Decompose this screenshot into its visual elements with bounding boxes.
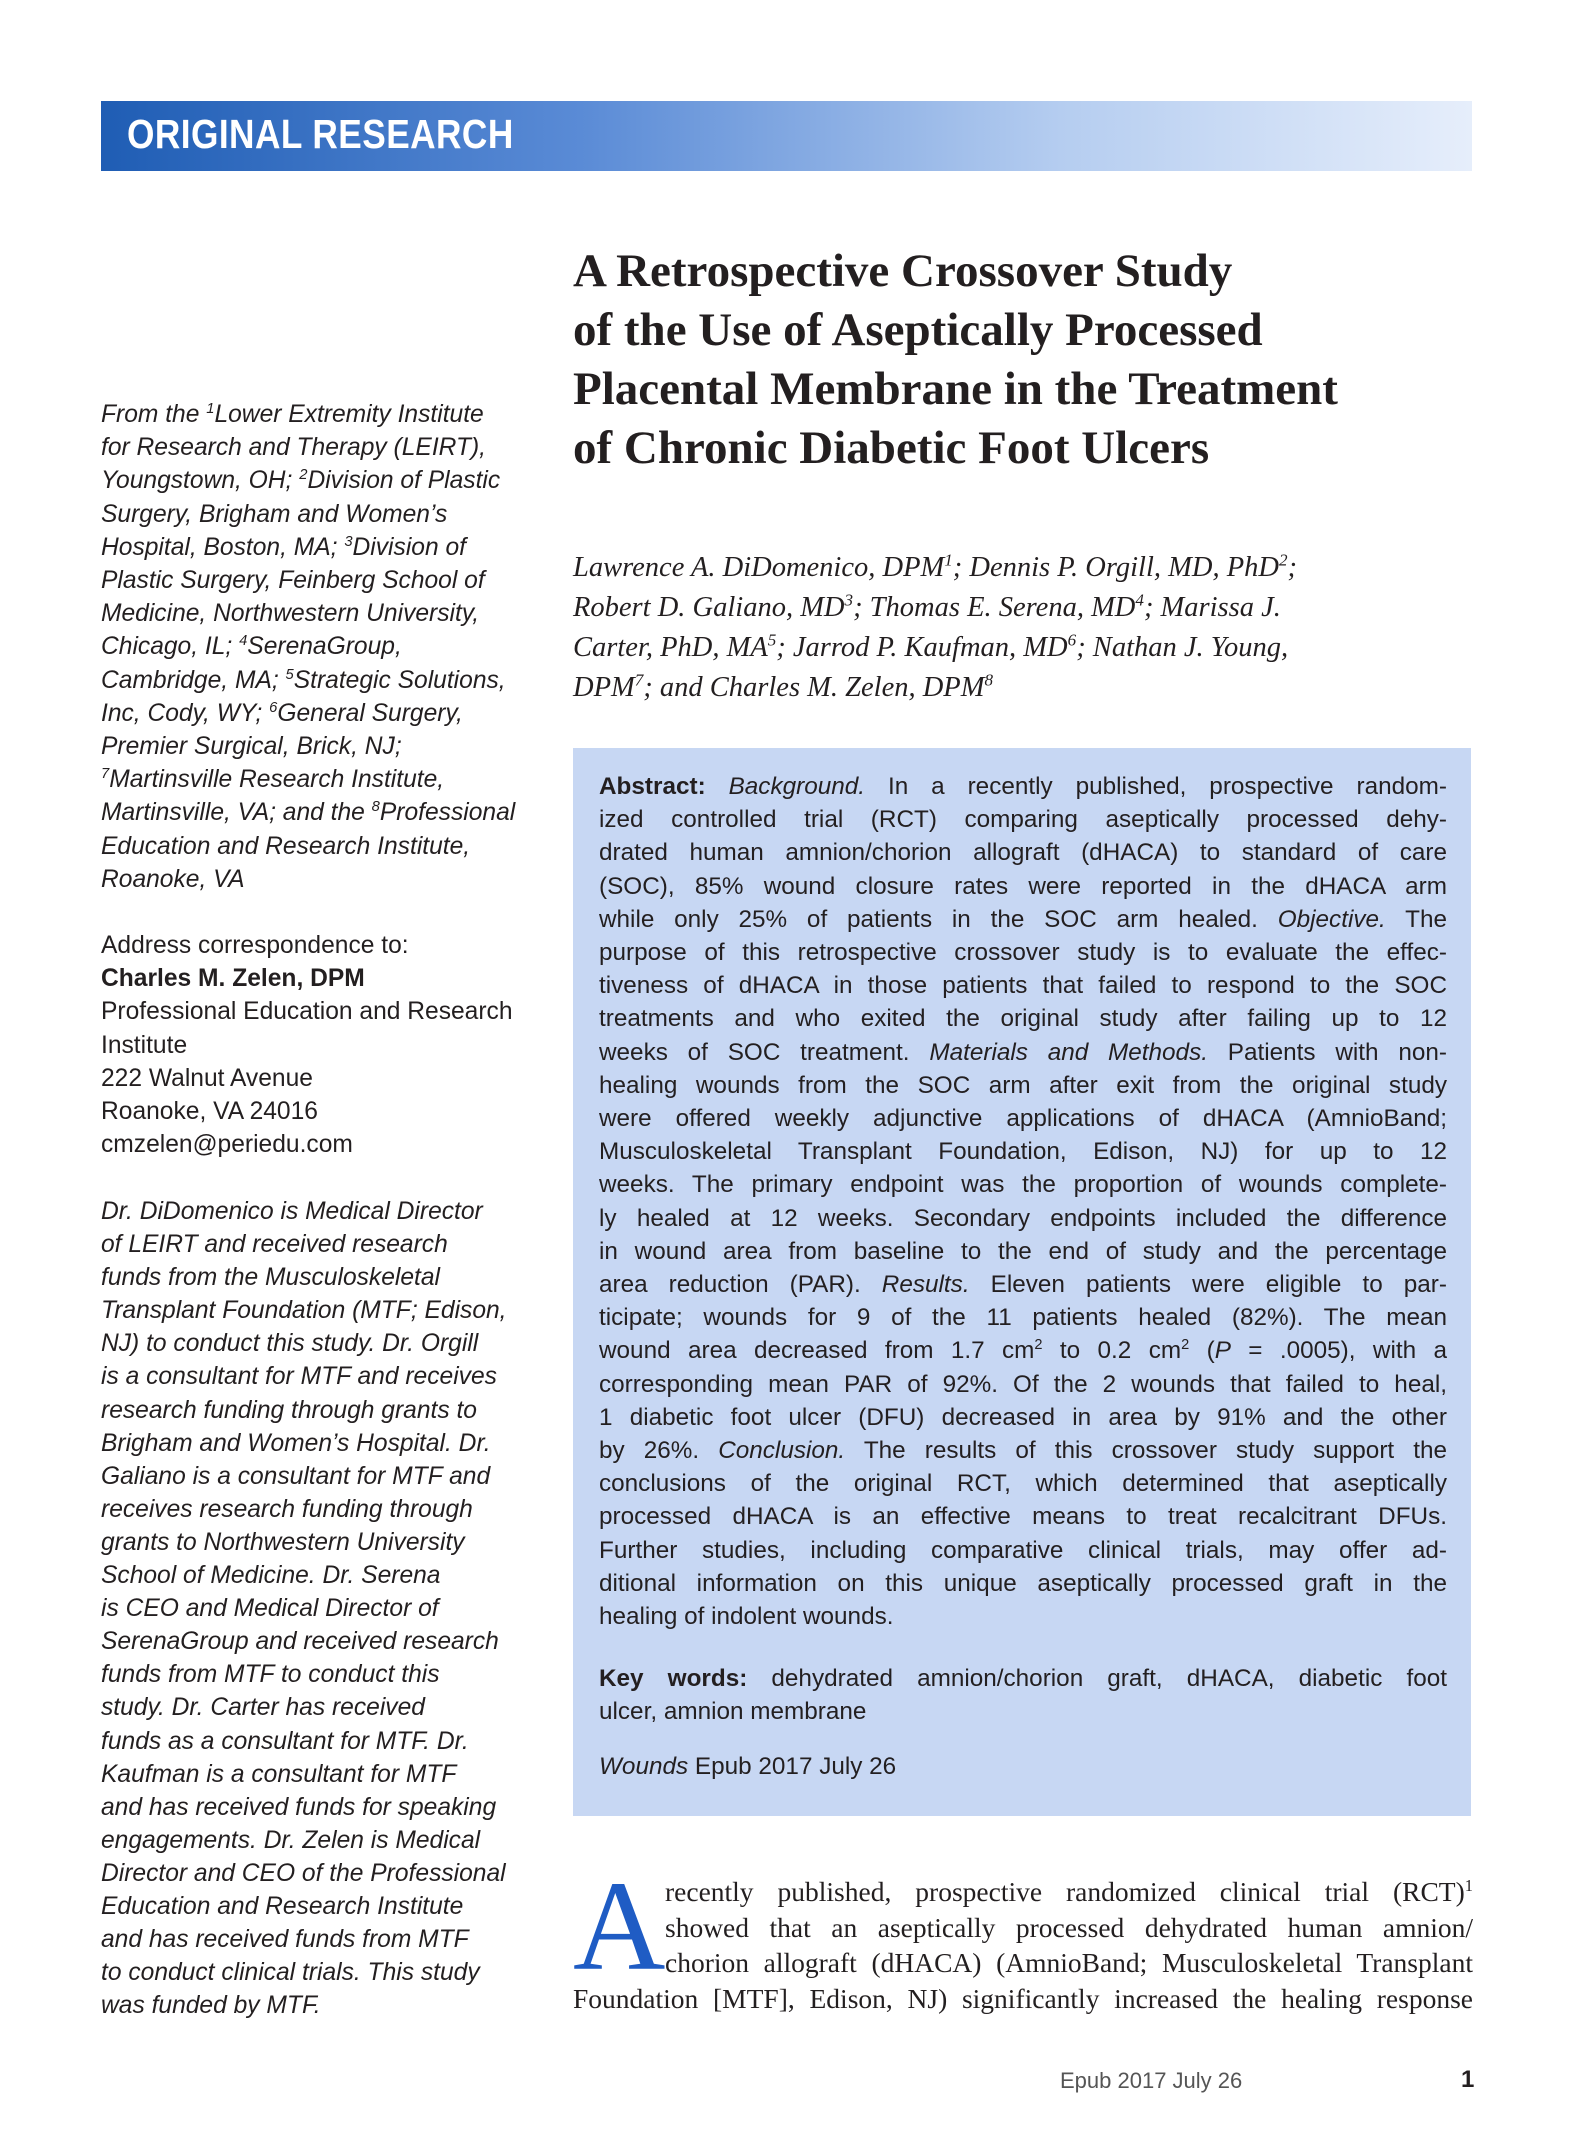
affiliation-line: Plastic Surgery, Feinberg School of (101, 567, 485, 595)
disclosure-line: grants to Northwestern University (101, 1528, 465, 1556)
disclosure-line: is CEO and Medical Director of (101, 1595, 439, 1623)
keywords: Key words: dehydrated amnion/chorion graft, dHACA, diabetic foot (599, 1665, 1447, 1693)
affiliation-line: Surgery, Brigham and Women’s (101, 500, 448, 528)
disclosure-line: SerenaGroup and received research (101, 1628, 499, 1656)
disclosure-line: School of Medicine. Dr. Serena (101, 1562, 441, 1590)
address-heading: Address correspondence to: (101, 932, 409, 959)
disclosure-line: Galiano is a consultant for MTF and (101, 1462, 491, 1490)
title-line: of the Use of Aseptically Processed (573, 304, 1263, 356)
affiliation-line: Youngstown, OH; $^2$Division of Plastic (101, 467, 501, 495)
affiliation-line: Medicine, Northwestern University, (101, 600, 480, 628)
affiliation-line: Martinsville, VA; and the $^8$Professional (101, 799, 516, 827)
address-line: Professional Education and Research (101, 998, 513, 1026)
disclosure-line: Kaufman is a consultant for MTF (101, 1760, 457, 1788)
section-label: ORIGINAL RESEARCH (127, 111, 514, 157)
affiliation-line: $^7$Martinsville Research Institute, (101, 766, 445, 794)
disclosure-line: study. Dr. Carter has received (101, 1694, 425, 1722)
body-line: recently published, prospective randomized clinical trial (RCT)$^1$ (665, 1875, 1473, 1907)
disclosure-statement (101, 1195, 571, 2022)
body-text (573, 1874, 1473, 2016)
abstract-text: Abstract: Background. In a recently published, prospective random- ized controlled trial (RCT) comparing aseptically processed dehy- drated human amnion/chorion allograft (dHACA) to standard of care (SOC), 85% wound closure rates were reported in the dHACA arm while only 25% of patients in the SOC arm healed. Objective. The purpose of this retrospective crossover study is to evaluate the effec- tiveness of dHACA in those patients that failed to respond to the SOC treatments and who exited the original study after failing up to 12 weeks of SOC treatment. Materials and Methods. Patients with non- healing wounds from the SOC arm after exit from the original study were offered weekly adjunctive applications of dHACA (AmnioBand; Musculoskeletal Transplant Foundation, Edison, NJ) for up to 12 weeks. The primary endpoint was the proportion of wounds complete- ly healed at 12 weeks. Secondary endpoints included the difference in wound area from baseline to the end of study and the percentage area reduction (PAR). Results. Eleven patients were eligible to par- ticipate; wounds for 9 of the 11 patients healed (82%). The mean wound area decreased from 1.7 $cm^2$ to 0.2 $cm^2$ (P = .0005), with a corresponding mean PAR of 92%. Of the 2 wounds that failed to heal, 1 diabetic foot ulcer (DFU) decreased in area by 91% and the other by 26%. Conclusion. The results of this crossover study support the conclusions of the original RCT, which determined that aseptically processed dHACA is an effective means to treat recalcitrant DFUs. Further studies, including comparative clinical trials, may offer ad- ditional information on this unique aseptically processed graft in the healing of indolent wounds. Key words: dehydrated amnion/chorion graft, dHACA, diabetic foot ulcer, amnion membrane Wounds Epub 2017 July 26 (599, 770, 1447, 1783)
title-line: of Chronic Diabetic Foot Ulcers (573, 422, 1210, 474)
address-line: Roanoke, VA 24016 (101, 1098, 318, 1126)
affiliation-line: Inc, Cody, WY; $^6$General Surgery, (101, 699, 463, 727)
title-line: Placental Membrane in the Treatment (573, 363, 1338, 415)
author-line: Lawrence A. DiDomenico, DPM$^1$; Dennis P. Orgill, MD, PhD$^2$; (573, 550, 1297, 583)
disclosure-line: and has received funds from MTF (101, 1926, 469, 1954)
body-line: Foundation [MTF], Edison, NJ) significantly increased the healing response (573, 1982, 1473, 2014)
disclosure-line: of LEIRT and received research (101, 1231, 448, 1259)
disclosure-line: funds from the Musculoskeletal (101, 1264, 441, 1292)
drop-cap: A (573, 1855, 666, 1997)
disclosure-line: funds as a consultant for MTF. Dr. (101, 1727, 469, 1755)
disclosure-line: and has received funds for speaking (101, 1793, 497, 1821)
disclosure-line: receives research funding through (101, 1495, 473, 1523)
disclosure-line: research funding through grants to (101, 1396, 477, 1424)
disclosure-line: engagements. Dr. Zelen is Medical (101, 1826, 481, 1854)
disclosure-line: Education and Research Institute (101, 1892, 464, 1920)
footer-date: Epub 2017 July 26 (1060, 2068, 1243, 2093)
disclosure-line: Director and CEO of the Professional (101, 1859, 506, 1887)
affiliation-line: Roanoke, VA (101, 865, 245, 893)
disclosure-line: Brigham and Women’s Hospital. Dr. (101, 1429, 491, 1457)
disclosure-line: NJ) to conduct this study. Dr. Orgill (101, 1330, 479, 1358)
page-number: 1 (1461, 2066, 1475, 2093)
disclosure-line: is a consultant for MTF and receives (101, 1363, 497, 1391)
disclosure-line: Transplant Foundation (MTF; Edison, (101, 1297, 507, 1325)
citation-line: Wounds Epub 2017 July 26 (599, 1752, 897, 1780)
address-line: Institute (101, 1031, 188, 1059)
affiliation-line: for Research and Therapy (LEIRT), (101, 434, 487, 462)
author-line: Robert D. Galiano, $MD^3$; Thomas E. Serena, $MD^4$; Marissa J. (573, 590, 1281, 623)
affiliation-line: From the $^1$Lower Extremity Institute (101, 400, 484, 428)
keywords-continued: ulcer, amnion membrane (599, 1698, 867, 1726)
disclosure-line: to conduct clinical trials. This study (101, 1959, 480, 1987)
correspondence-name: Charles M. Zelen, DPM (101, 965, 365, 993)
correspondence-address (101, 929, 571, 1161)
article-title (573, 242, 1493, 478)
author-line: Carter, PhD, $MA^5$; Jarrod P. Kaufman, $MD^6$; Nathan J. Young, (573, 630, 1289, 663)
affiliation-line: Chicago, IL; $^4$SerenaGroup, (101, 633, 402, 661)
body-line: showed that an aseptically processed dehydrated human amnion/ (665, 1911, 1473, 1943)
title-line: A Retrospective Crossover Study (573, 245, 1233, 297)
abstract-box (573, 748, 1471, 1816)
disclosure-line: funds from MTF to conduct this (101, 1661, 440, 1689)
affiliation-line: Education and Research Institute, (101, 832, 471, 860)
disclosure-line: was funded by MTF. (101, 1992, 321, 2020)
section-banner (101, 101, 1472, 171)
affiliation-line: Cambridge, MA; $^5$Strategic Solutions, (101, 666, 506, 694)
address-line: 222 Walnut Avenue (101, 1064, 313, 1092)
affiliations (101, 398, 571, 896)
author-line: DPM$^7$; and Charles M. Zelen, DPM$^8$ (573, 670, 993, 703)
correspondence-email: cmzelen@periedu.com (101, 1131, 353, 1159)
disclosure-line: Dr. DiDomenico is Medical Director (101, 1198, 483, 1225)
body-line: chorion allograft (dHACA) (AmnioBand; Musculoskeletal Transplant (665, 1947, 1473, 1978)
affiliation-line: Hospital, Boston, MA; $^3$Division of (101, 533, 466, 561)
author-list (573, 548, 1483, 708)
affiliation-line: Premier Surgical, Brick, NJ; (101, 733, 402, 761)
